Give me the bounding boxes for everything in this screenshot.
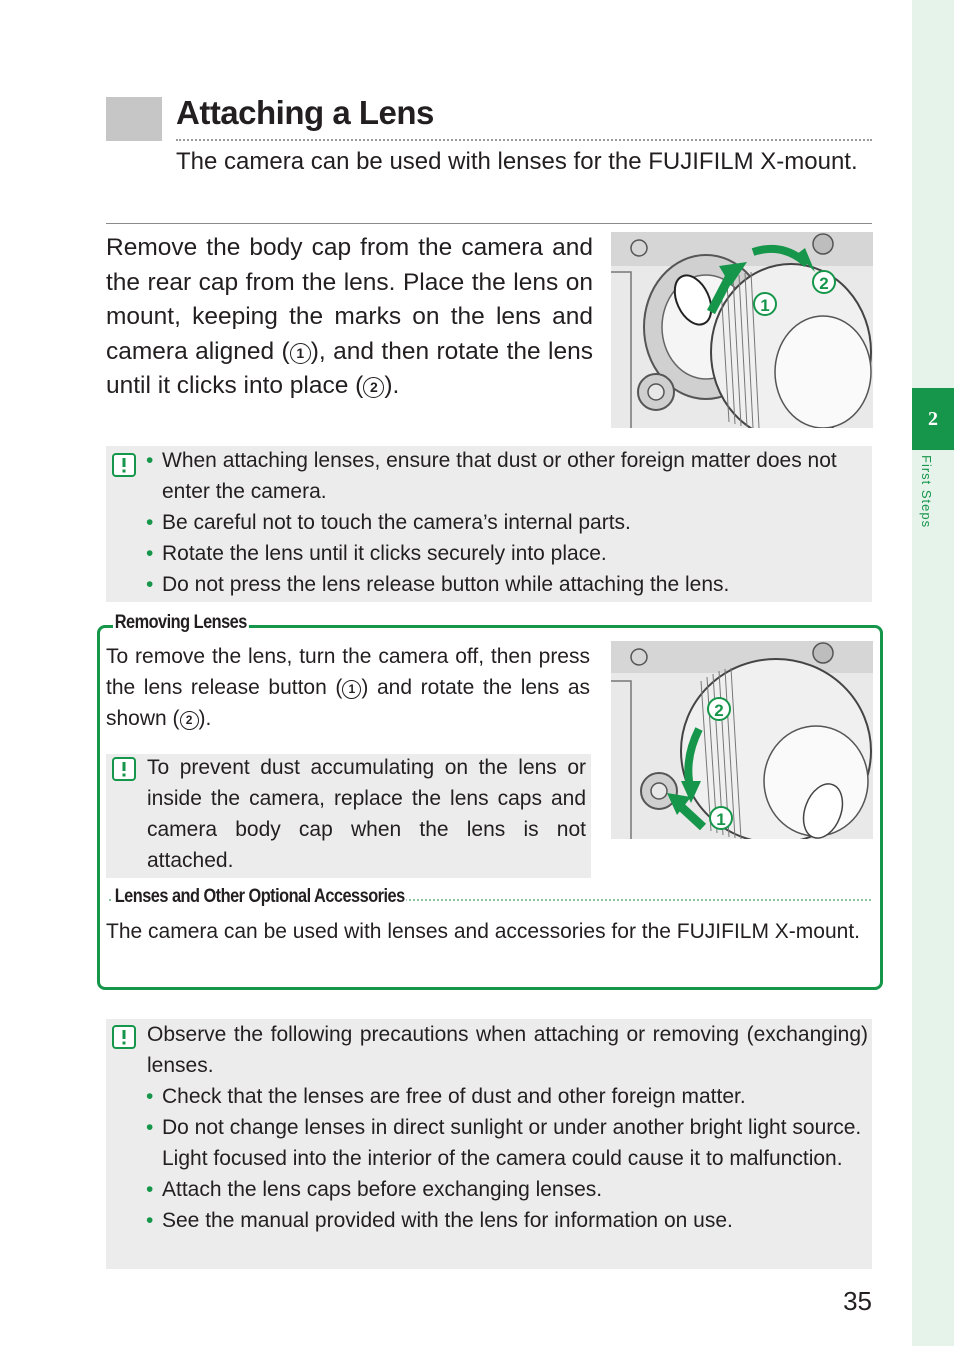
- precautions-intro: Observe the following precautions when attaching or removing (exchanging) lenses.: [147, 1023, 868, 1077]
- attach-lens-illustration: [611, 232, 873, 428]
- list-item: • See the manual provided with the lens for information on use.: [144, 1205, 868, 1236]
- list-item: • Be careful not to touch the camera’s internal parts.: [144, 507, 868, 538]
- section-divider: [106, 223, 872, 224]
- removing-text-a: To remove the lens, turn the camera off, then press the lens release button (: [106, 645, 590, 699]
- list-item: • Do not change lenses in direct sunlight or under another bright light source. Light focused into the interior of the camera could cause it to malfunction.: [144, 1112, 868, 1174]
- attach-instructions: [106, 231, 593, 404]
- step-marker-2: 2: [363, 377, 384, 398]
- title-divider: [176, 139, 872, 141]
- chapter-label: First Steps: [919, 455, 934, 529]
- attach-caution-note: [106, 446, 872, 602]
- attach-caution-list: [144, 445, 868, 600]
- accessories-text: The camera can be used with lenses and accessories for the FUJIFILM X-mount.: [106, 920, 861, 943]
- chapter-number: 2: [928, 407, 938, 430]
- step-marker-2: 2: [180, 711, 199, 730]
- svg-text:1: 1: [716, 810, 726, 829]
- precautions-note: [106, 1019, 872, 1269]
- attach-text-c: ).: [384, 372, 400, 399]
- title-marker: [106, 97, 162, 141]
- page-title: Attaching a Lens: [176, 94, 434, 131]
- attach-text-a: Remove the body cap from the camera and the rear cap from the lens. Place the lens on mount, keeping the marks on the lens and camera aligned (: [106, 234, 593, 365]
- chapter-label-wrap: [905, 455, 945, 565]
- list-item: • Rotate the lens until it clicks securely into place.: [144, 538, 868, 569]
- section-intro: The camera can be used with lenses for the FUJIFILM X-mount.: [176, 148, 858, 175]
- list-item: • Do not press the lens release button while attaching the lens.: [144, 569, 868, 600]
- step-marker-1: 1: [290, 343, 311, 364]
- side-strip: [912, 0, 954, 1346]
- chapter-tab[interactable]: [912, 388, 954, 450]
- removing-heading: Removing Lenses: [114, 612, 247, 633]
- caution-icon: [112, 453, 136, 477]
- svg-text:2: 2: [714, 701, 724, 720]
- accessories-heading: Lenses and Other Optional Accessories: [114, 886, 405, 907]
- step-marker-1: 1: [342, 680, 361, 699]
- list-item: • Check that the lenses are free of dust and other foreign matter.: [144, 1081, 868, 1112]
- svg-text:2: 2: [819, 274, 829, 293]
- removing-note-text: To prevent dust accumulating on the lens or inside the camera, replace the lens caps and camera body cap when the lens is not attached.: [147, 756, 586, 872]
- removing-instructions: [106, 641, 590, 734]
- removing-caution-note: [106, 754, 591, 878]
- removing-text-c: ).: [198, 707, 212, 730]
- caution-icon: [112, 757, 136, 781]
- remove-lens-illustration: [611, 641, 873, 839]
- attach-text-b: ), and then rotate the lens until it clicks into place (: [106, 337, 594, 399]
- list-item: • Attach the lens caps before exchanging lenses.: [144, 1174, 868, 1205]
- page-number: 35: [843, 1286, 872, 1316]
- svg-text:1: 1: [760, 296, 770, 315]
- removing-text-b: ) and rotate the lens as shown (: [106, 676, 590, 730]
- precautions-list: [144, 1081, 868, 1236]
- caution-icon: [112, 1025, 136, 1049]
- list-item: • When attaching lenses, ensure that dust or other foreign matter does not enter the camera.: [144, 445, 868, 507]
